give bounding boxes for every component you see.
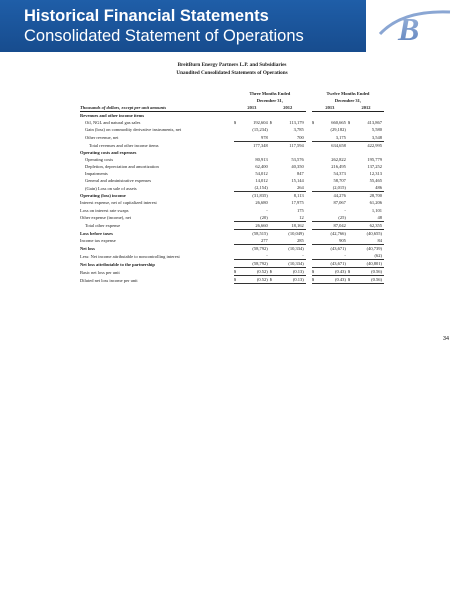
cell-value: 54,012 xyxy=(255,171,268,177)
slide-header xyxy=(0,0,464,52)
cell-value: (40,801) xyxy=(353,260,384,268)
row-label: Diluted net loss income per unit xyxy=(80,277,138,283)
table-row xyxy=(80,237,384,245)
cell-value: 264 xyxy=(275,184,305,192)
cell-value: 192,604 xyxy=(253,120,268,126)
cell-value: 3,175 xyxy=(317,134,347,142)
table-row xyxy=(80,170,384,177)
cell-value: 634,658 xyxy=(331,142,346,148)
row-label: Revenues and other income items xyxy=(80,113,145,119)
cell-value: (43,671) xyxy=(317,260,347,268)
cell-value: 3,785 xyxy=(293,127,304,133)
cell-value: 17,975 xyxy=(291,200,304,206)
cell-value xyxy=(275,149,305,156)
row-label: Basic net loss per unit xyxy=(80,269,120,275)
cell-value: (0.52) xyxy=(239,268,269,276)
cell-value: 422,995 xyxy=(367,142,382,148)
row-label: Loss on interest rate swaps xyxy=(80,207,129,213)
cell-value: 177,348 xyxy=(253,142,268,148)
table-row xyxy=(80,244,384,252)
row-label: General and administrative expenses xyxy=(85,178,152,184)
cell-value: 40,350 xyxy=(291,163,304,169)
cell-value: 12 xyxy=(275,214,305,222)
table-row xyxy=(80,268,384,276)
currency-symbol: $ xyxy=(312,276,318,284)
cell-value: (10,334) xyxy=(275,260,305,268)
cell-value: 700 xyxy=(275,134,305,142)
statement-subtitle: Unaudited Consolidated Statements of Operations xyxy=(176,70,288,76)
entity-name: BreitBurn Energy Partners L.P. and Subsidiaries xyxy=(177,62,287,68)
currency-symbol: $ xyxy=(269,120,273,126)
cell-value: 1,101 xyxy=(371,207,382,213)
cell-value: 44,276 xyxy=(333,193,346,199)
cell-value: 28,700 xyxy=(369,193,382,199)
cell-value: 8,113 xyxy=(293,193,304,199)
cell-value: 262,822 xyxy=(331,156,346,162)
cell-value: 5,580 xyxy=(371,127,382,133)
cell-value: (2,154) xyxy=(239,184,269,192)
units-caption: Thousands of dollars, except per unit amounts xyxy=(80,104,234,112)
cell-value: (10,334) xyxy=(288,245,304,251)
row-label: Depletion, depreciation and amortization xyxy=(85,163,159,169)
cell-value: (2,015) xyxy=(317,184,347,192)
year-header: 2013 xyxy=(234,104,270,112)
twelve-months-header: Twelve Months Ended xyxy=(326,91,370,96)
cell-value: 113,179 xyxy=(289,120,304,126)
cell-value xyxy=(317,112,347,120)
row-label: Total other expense xyxy=(85,223,121,229)
currency-symbol: $ xyxy=(233,120,237,126)
cell-value: 413,867 xyxy=(367,120,382,126)
currency-symbol: $ xyxy=(270,268,276,276)
cell-value: 62,355 xyxy=(353,221,384,229)
cell-value: (15,234) xyxy=(252,127,268,133)
currency-symbol: $ xyxy=(234,268,240,276)
row-label: Impairments xyxy=(85,171,108,177)
row-label: Total revenues and other income items xyxy=(89,142,159,148)
slide-subtitle: Consolidated Statement of Operations xyxy=(24,27,304,45)
cell-value: (0.56) xyxy=(353,276,384,284)
cell-value: 61,206 xyxy=(369,200,382,206)
cell-value: (0.56) xyxy=(353,268,384,276)
cell-value: 87,042 xyxy=(317,221,347,229)
cell-value: - xyxy=(266,207,268,213)
currency-symbol: $ xyxy=(312,268,318,276)
cell-value: (31,835) xyxy=(252,193,268,199)
table-row xyxy=(80,134,384,142)
cell-value: (0.52) xyxy=(239,276,269,284)
three-months-date: December 31, xyxy=(256,98,283,104)
table-row xyxy=(80,207,384,214)
row-label: Less: Net income attributable to noncontrolling interest xyxy=(80,253,180,259)
cell-value: 26,680 xyxy=(255,200,268,206)
table-row xyxy=(80,199,384,206)
cell-value: (0.43) xyxy=(317,276,347,284)
cell-value: (0.13) xyxy=(275,276,305,284)
cell-value: 48 xyxy=(353,214,384,222)
cell-value: 3,548 xyxy=(353,134,384,142)
cell-value: (29,182) xyxy=(330,127,346,133)
page-number: 34 xyxy=(443,336,450,342)
table-row xyxy=(80,112,384,120)
table-row xyxy=(80,126,384,133)
cell-value xyxy=(317,149,347,156)
year-header-row xyxy=(80,104,384,112)
table-row xyxy=(80,252,384,260)
cell-value xyxy=(239,112,269,120)
table-row xyxy=(80,276,384,284)
row-label: (Gain) Loss on sale of assets xyxy=(85,185,137,191)
currency-symbol: $ xyxy=(347,120,351,126)
cell-value: 14,012 xyxy=(255,178,268,184)
twelve-months-date: December 31, xyxy=(334,98,361,104)
cell-value: (62) xyxy=(353,252,384,260)
cell-value: (40,739) xyxy=(366,245,382,251)
slide-title: Historical Financial Statements xyxy=(24,7,269,25)
cell-value xyxy=(353,149,384,156)
three-months-header: Three Months Ended xyxy=(249,91,291,96)
cell-value: 62,400 xyxy=(255,163,268,169)
table-row xyxy=(80,260,384,268)
cell-value: 117,594 xyxy=(289,142,304,148)
cell-value: - xyxy=(275,252,305,260)
year-header: 2012 xyxy=(270,104,306,112)
cell-value: (58,792) xyxy=(252,245,268,251)
cell-value: 847 xyxy=(296,171,304,177)
row-label: Other expense (income), net xyxy=(80,215,131,221)
row-label: Oil, NGL and natural gas sales xyxy=(85,120,141,126)
cell-value: 978 xyxy=(239,134,269,142)
cell-value: (58,515) xyxy=(252,230,268,236)
row-label: Net loss xyxy=(80,245,95,251)
table-row xyxy=(80,141,384,149)
currency-symbol: $ xyxy=(348,276,354,284)
cell-value: (58,792) xyxy=(239,260,269,268)
cell-value: (20) xyxy=(239,214,269,222)
cell-value: 26,660 xyxy=(239,221,269,229)
currency-symbol: $ xyxy=(234,276,240,284)
currency-symbol: $ xyxy=(270,276,276,284)
cell-value: 216,495 xyxy=(331,163,346,169)
column-group-subheader xyxy=(80,97,384,104)
year-header: 2012 xyxy=(348,104,384,112)
table-row xyxy=(80,221,384,229)
cell-value xyxy=(239,149,269,156)
company-logo xyxy=(366,0,464,52)
cell-value: 175 xyxy=(296,207,304,213)
cell-value: 660,665 xyxy=(331,120,346,126)
cell-value: - xyxy=(239,252,269,260)
row-label: Income tax expense xyxy=(80,238,116,244)
table-row xyxy=(80,229,384,237)
cell-value: (0.43) xyxy=(317,268,347,276)
row-label: Gain (loss) on commodity derivative instruments, net xyxy=(85,127,182,133)
cell-value: - xyxy=(344,207,346,213)
cell-value: - xyxy=(317,252,347,260)
cell-value: 905 xyxy=(317,237,347,245)
currency-symbol: $ xyxy=(311,120,315,126)
operations-table xyxy=(80,90,384,284)
cell-value: 87,067 xyxy=(333,200,346,206)
cell-value: (42,766) xyxy=(330,230,346,236)
cell-value: (43,671) xyxy=(330,245,346,251)
cell-value: (25) xyxy=(317,214,347,222)
cell-value: 80,913 xyxy=(255,156,268,162)
cell-value: 53,576 xyxy=(291,156,304,162)
svg-text:B: B xyxy=(398,11,420,47)
cell-value: (40,655) xyxy=(366,230,382,236)
cell-value xyxy=(353,112,384,120)
table-row xyxy=(80,184,384,192)
table-row xyxy=(80,192,384,200)
column-group-header xyxy=(80,90,384,97)
cell-value: 84 xyxy=(353,237,384,245)
cell-value: 54,373 xyxy=(333,171,346,177)
table-row xyxy=(80,156,384,163)
cell-value: 12,313 xyxy=(369,171,382,177)
cell-value: (10,049) xyxy=(288,230,304,236)
cell-value: 486 xyxy=(353,184,384,192)
cell-value: 195,779 xyxy=(367,156,382,162)
table-row xyxy=(80,214,384,222)
row-label: Loss before taxes xyxy=(80,230,113,236)
table-row xyxy=(80,149,384,156)
cell-value: 285 xyxy=(275,237,305,245)
row-label: Interest expense, net of capitalized interest xyxy=(80,200,157,206)
table-row xyxy=(80,163,384,170)
row-label: Operating (loss) income xyxy=(80,193,126,199)
cell-value xyxy=(275,112,305,120)
cell-value: 137,252 xyxy=(367,163,382,169)
year-header: 2013 xyxy=(312,104,348,112)
cell-value: 58,707 xyxy=(333,178,346,184)
cell-value: 18,162 xyxy=(275,221,305,229)
row-label: Net loss attributable to the partnership xyxy=(80,261,155,267)
cell-value: 15,144 xyxy=(291,178,304,184)
row-label: Other revenue, net xyxy=(85,135,119,141)
cell-value: 55,465 xyxy=(369,178,382,184)
currency-symbol: $ xyxy=(348,268,354,276)
row-label: Operating costs xyxy=(85,156,114,162)
breitburn-logo-icon xyxy=(372,4,458,48)
table-row xyxy=(80,119,384,126)
cell-value: 277 xyxy=(239,237,269,245)
row-label: Operating costs and expenses xyxy=(80,149,137,155)
table-row xyxy=(80,177,384,184)
cell-value: (0.13) xyxy=(275,268,305,276)
